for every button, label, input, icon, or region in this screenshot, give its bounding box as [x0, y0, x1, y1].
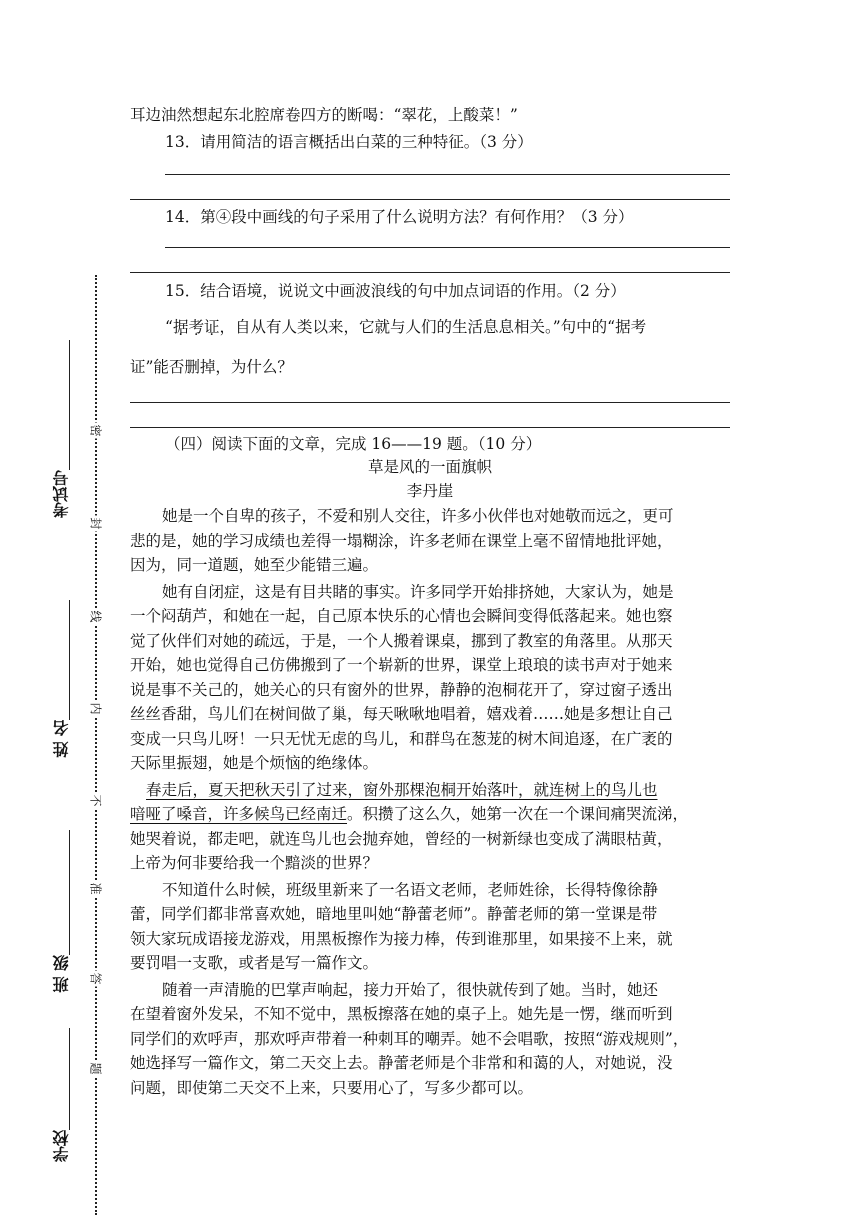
- article-line: 变成一只鸟儿呀！一只无忧无虑的鸟儿，和群鸟在葱茏的树木间追逐，在广袤的: [130, 729, 673, 748]
- article-line: 她是一个自卑的孩子，不爱和别人交往，许多小伙伴也对她敬而远之，更可: [162, 507, 674, 525]
- seal-char: 答: [88, 972, 103, 985]
- question-13: 13．请用简洁的语言概括出白菜的三种特征。（3 分）: [165, 133, 533, 151]
- answer-line: [165, 247, 730, 248]
- question-15-quote: [165, 316, 646, 338]
- article-line: 她哭着说，都走吧，就连鸟儿也会抛弃她，曾经的一树新绿也变成了满眼枯黄，: [130, 829, 673, 848]
- article-line: 丝丝香甜，鸟儿们在树间做了巢，每天啾啾地唱着，嬉戏着……她是多想让自己: [130, 705, 673, 723]
- quote-open: “: [165, 318, 173, 336]
- quote-rest: ，自从有人类以来，它就与人们的生活息息相关。”句中的“据考: [219, 318, 647, 336]
- answer-line: [165, 174, 730, 175]
- underlined-sentence: 春走后，夏天把秋天引了过来，窗外那棵泡桐开始落叶，就连树上的鸟儿也: [146, 780, 658, 799]
- fill-line: [69, 340, 70, 470]
- label-exam-number: 考试号: [52, 470, 71, 518]
- question-15-cont: 证”能否删掉，为什么？: [130, 358, 293, 376]
- article-line: 在望着窗外发呆，不知不觉中，黑板擦落在她的桌子上。她先是一愣，继而听到: [130, 1005, 673, 1023]
- article-line: 同学们的欢呼声，那欢呼声带着一种刺耳的嘲弄。她不会唱歌，按照“游戏规则”，: [130, 1029, 689, 1048]
- article-line: 她选择写一篇作文，第二天交上去。静蕾老师是个非常和和蔼的人，对她说，没: [130, 1054, 673, 1072]
- article-author: 李丹崖: [406, 482, 454, 500]
- label-school: 学校: [52, 1130, 71, 1162]
- label-name: 姓 名: [52, 720, 71, 758]
- dotted-char: 据: [172, 318, 189, 336]
- underlined-sentence: 喑哑了嗓音，许多候鸟已经南迁: [130, 805, 348, 823]
- dotted-char: 考: [188, 318, 204, 336]
- fill-line: [69, 600, 70, 720]
- article-line: 不知道什么时候，班级里新来了一名语文老师，老师姓徐，长得特像徐静: [162, 880, 659, 899]
- article-line: 领大家玩成语接龙游戏，用黑板擦作为接力棒，传到谁那里，如果接不上来，就: [130, 929, 673, 948]
- fill-line: [69, 1028, 70, 1130]
- article-line: 因为，同一道题，她至少能错三遍。: [130, 556, 379, 574]
- article-line: 要罚唱一支歌，或者是写一篇作文。: [130, 954, 379, 972]
- text-line: 耳边油然想起东北腔席卷四方的断喝：“翠花，上酸菜！”: [130, 106, 518, 124]
- seal-char: 不: [88, 794, 103, 807]
- answer-line: [130, 427, 730, 428]
- article-line: [130, 803, 688, 825]
- question-15: 15．结合语境，说说文中画波浪线的句中加点词语的作用。（2 分）: [165, 282, 626, 300]
- answer-line: [130, 199, 730, 200]
- label-class: 班 级: [52, 955, 71, 993]
- article-line: 她有自闭症，这是有目共睹的事实。许多同学开始排挤她，大家认为，她是: [162, 582, 674, 601]
- seal-char: 准: [88, 882, 103, 895]
- dotted-char: 证: [203, 318, 220, 336]
- question-14: 14．第④段中画线的句子采用了什么说明方法？有何作用？（3 分）: [165, 208, 634, 226]
- article-title: 草是风的一面旗帜: [367, 458, 492, 476]
- seal-char: 内: [88, 702, 103, 715]
- seal-char: 线: [88, 610, 103, 623]
- article-line: 开始，她也觉得自己仿佛搬到了一个崭新的世界，课堂上琅琅的读书声对于她来: [130, 656, 673, 674]
- answer-line: [130, 402, 730, 403]
- answer-line: [130, 272, 730, 273]
- article-line: [146, 779, 658, 801]
- sentence-rest: 。积攒了这么久，她第一次在一个课间痛哭流涕，: [347, 805, 689, 823]
- article-line: 上帝为何非要给我一个黯淡的世界？: [130, 854, 379, 872]
- fill-line: [69, 830, 70, 955]
- article-line: 天际里振翅，她是个烦恼的绝缘体。: [130, 754, 379, 772]
- section-header: （四）阅读下面的文章，完成 16——19 题。（10 分）: [165, 435, 542, 453]
- article-line: 觉了伙伴们对她的疏远，于是，一个人搬着课桌，挪到了教室的角落里。从那天: [130, 631, 673, 650]
- seal-char: 密: [88, 424, 103, 437]
- article-line: 说是事不关己的，她关心的只有窗外的世界，静静的泡桐花开了，穿过窗子透出: [130, 680, 673, 699]
- seal-char: 题: [88, 1062, 103, 1075]
- article-line: 随着一声清脆的巴掌声响起，接力开始了，很快就传到了她。当时，她还: [162, 980, 659, 999]
- seal-char: 封: [88, 517, 103, 530]
- article-line: 问题，即使第二天交不上来，只要用心了，写多少都可以。: [130, 1078, 534, 1097]
- article-line: 一个闷葫芦，和她在一起，自己原本快乐的心情也会瞬间变得低落起来。她也察: [130, 607, 673, 625]
- article-line: 悲的是，她的学习成绩也差得一塌糊涂，许多老师在课堂上毫不留情地批评她，: [130, 531, 673, 550]
- article-line: 蕾，同学们都非常喜欢她，暗地里叫她“静蕾老师”。静蕾老师的第一堂课是带: [130, 905, 658, 923]
